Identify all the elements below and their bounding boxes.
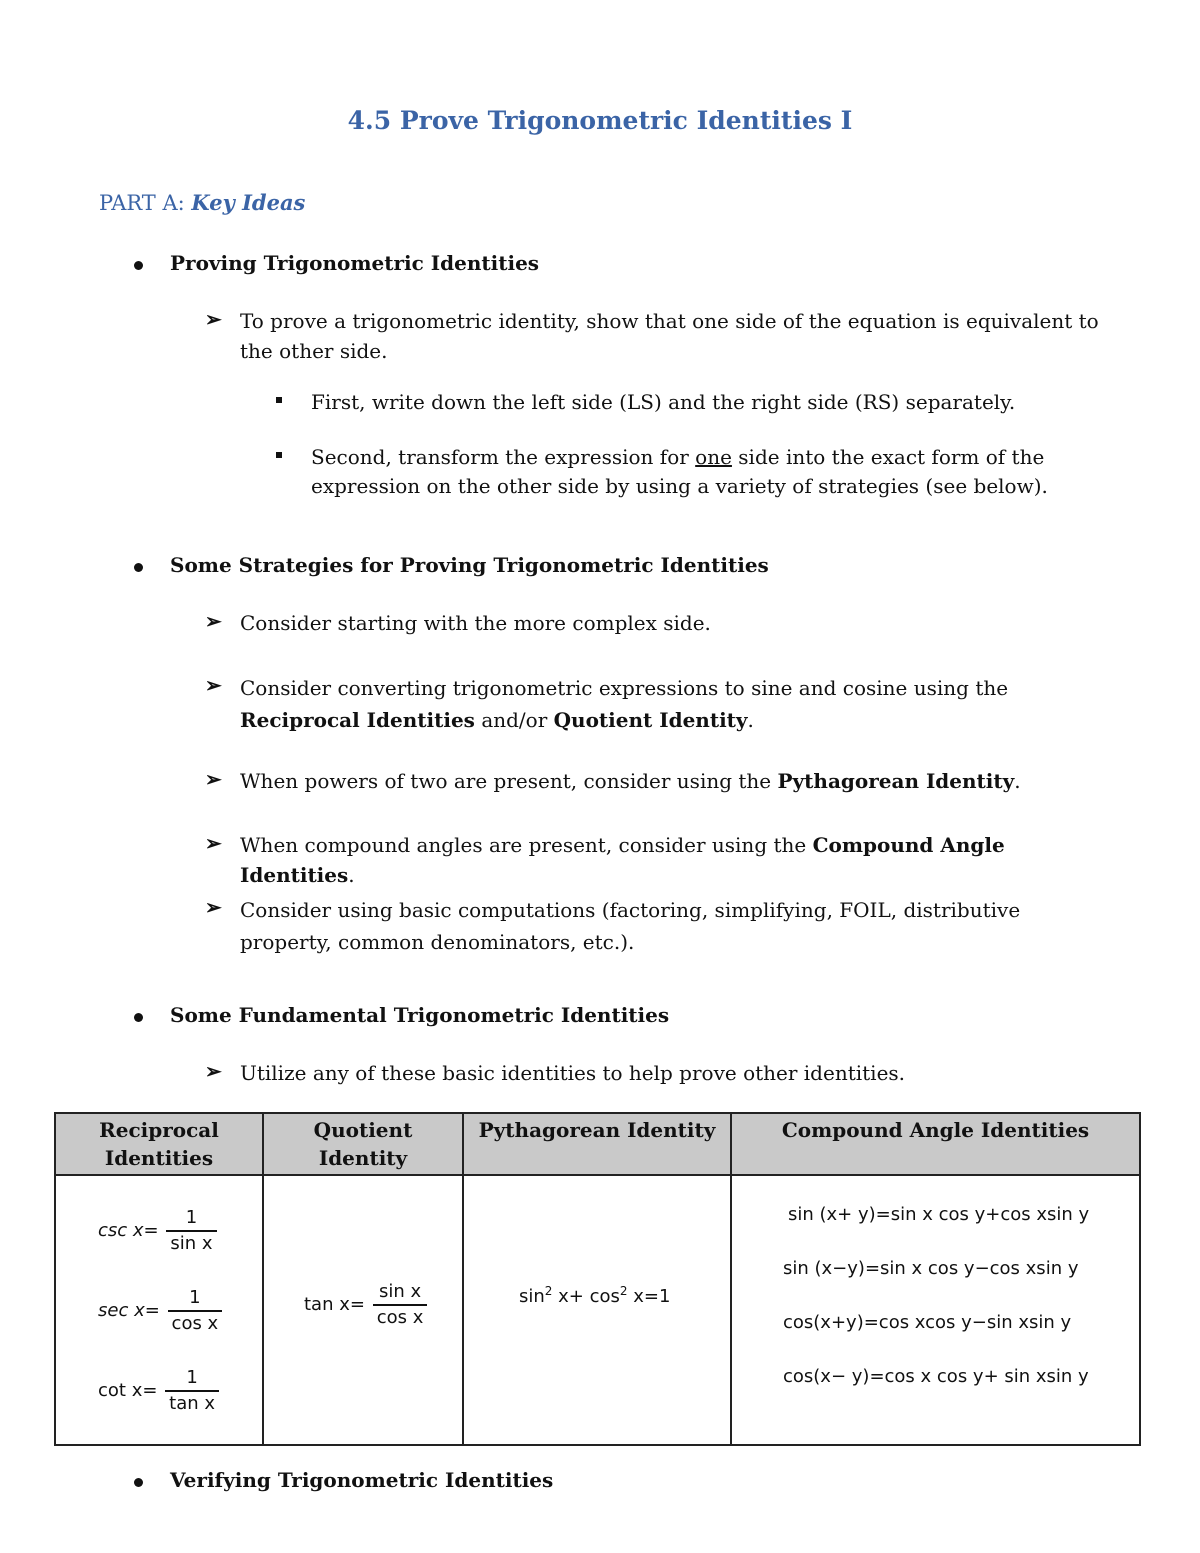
underlined-word: one [695,445,732,469]
denominator: sin x [170,1233,213,1254]
bold-term: Pythagorean Identity [777,769,1015,793]
bold-term: Compound Angle Identities [240,833,1005,887]
bullet-icon [134,1013,143,1022]
equation-lhs: cot x= [98,1380,158,1401]
equation-lhs: tan x= [304,1294,365,1315]
text-run: and/or [481,708,548,732]
numerator: 1 [166,1206,216,1232]
arrow-bullet-icon: ➢ [205,831,222,855]
arrow-bullet-icon: ➢ [205,1059,222,1083]
list-item: First, write down the left side (LS) and the right side (RS) separately. [311,390,1016,414]
text-run: . [747,708,754,732]
bullet-icon [134,563,143,572]
square-bullet-icon [276,397,282,403]
text-run: . [1014,769,1021,793]
text-run: side into the exact form of the expression on the other side by using a variety of strategies (see below). [311,445,1048,498]
denominator: cos x [376,1307,424,1328]
list-item [240,672,1120,736]
numerator: 1 [165,1366,219,1392]
text-run: . [348,863,355,887]
equation-part: x+ cos [552,1286,620,1307]
list-item [311,443,1101,501]
list-item: Consider using basic computations (factoring, simplifying, FOIL, distributive property, common denominators, etc.). [240,898,1021,954]
fraction [166,1206,216,1256]
compound-identity: cos(x− y)=cos x cos y+ sin xsin y [783,1366,1089,1387]
table-header: Reciprocal Identities [55,1113,263,1175]
part-label: PART A: [99,191,185,215]
part-heading [99,190,305,215]
page-title: 4.5 Prove Trigonometric Identities I [347,106,853,135]
arrow-bullet-icon: ➢ [205,609,222,633]
pythagorean-cell [463,1175,731,1445]
bold-term: Reciprocal Identities [240,708,475,732]
equation-lhs: csc x= [98,1220,159,1241]
square-bullet-icon [276,452,282,458]
list-item: To prove a trigonometric identity, show that one side of the equation is equivalent to the other side. [240,309,1099,363]
arrow-bullet-icon: ➢ [205,895,222,919]
exponent: 2 [619,1284,628,1298]
bold-term: Quotient Identity [553,708,748,732]
table-header-row [55,1113,1140,1175]
list-item: Utilize any of these basic identities to help prove other identities. [240,1061,906,1085]
text-run: When powers of two are present, consider using the [240,769,772,793]
compound-identity: sin (x−y)=sin x cos y−cos xsin y [783,1258,1079,1279]
exponent: 2 [544,1284,553,1298]
text-run: Consider converting trigonometric expressions to sine and cosine using the [240,676,1009,700]
compound-identity: sin (x+ y)=sin x cos y+cos xsin y [788,1204,1090,1225]
equation-part: x=1 [627,1286,671,1307]
fraction [373,1280,428,1330]
arrow-bullet-icon: ➢ [205,767,222,791]
numerator: sin x [373,1280,428,1306]
reciprocal-identity [98,1366,219,1416]
pythagorean-identity [519,1284,670,1307]
table-header: Compound Angle Identities [731,1113,1140,1175]
bullet-icon [134,1478,143,1487]
equation-part: sin [519,1286,545,1307]
fraction [165,1366,219,1416]
quotient-cell [263,1175,463,1445]
list-item [240,830,1120,890]
reciprocal-identity [98,1206,217,1256]
table-header: Quotient Identity [263,1113,463,1175]
section-heading: Verifying Trigonometric Identities [170,1468,554,1492]
table-header: Pythagorean Identity [463,1113,731,1175]
list-item: Consider starting with the more complex side. [240,611,711,635]
section-heading: Proving Trigonometric Identities [170,251,540,275]
bullet-icon [134,261,143,270]
denominator: cos x [171,1313,219,1334]
compound-identity: cos(x+y)=cos xcos y−sin xsin y [783,1312,1072,1333]
arrow-bullet-icon: ➢ [205,307,222,331]
reciprocal-cell [55,1175,263,1445]
reciprocal-identity [98,1286,222,1336]
section-heading: Some Strategies for Proving Trigonometric Identities [170,553,769,577]
list-item [240,766,1120,796]
quotient-identity [304,1280,427,1330]
table-row [55,1175,1140,1445]
denominator: tan x [169,1393,216,1414]
fraction [168,1286,223,1336]
section-heading: Some Fundamental Trigonometric Identities [170,1003,670,1027]
identities-table [54,1112,1141,1446]
text-run: Second, transform the expression for [311,445,689,469]
arrow-bullet-icon: ➢ [205,673,222,697]
equation-lhs: sec x= [98,1300,160,1321]
part-name: Key Ideas [191,190,306,215]
text-run: When compound angles are present, consider using the [240,833,807,857]
compound-cell [731,1175,1140,1445]
numerator: 1 [168,1286,223,1312]
